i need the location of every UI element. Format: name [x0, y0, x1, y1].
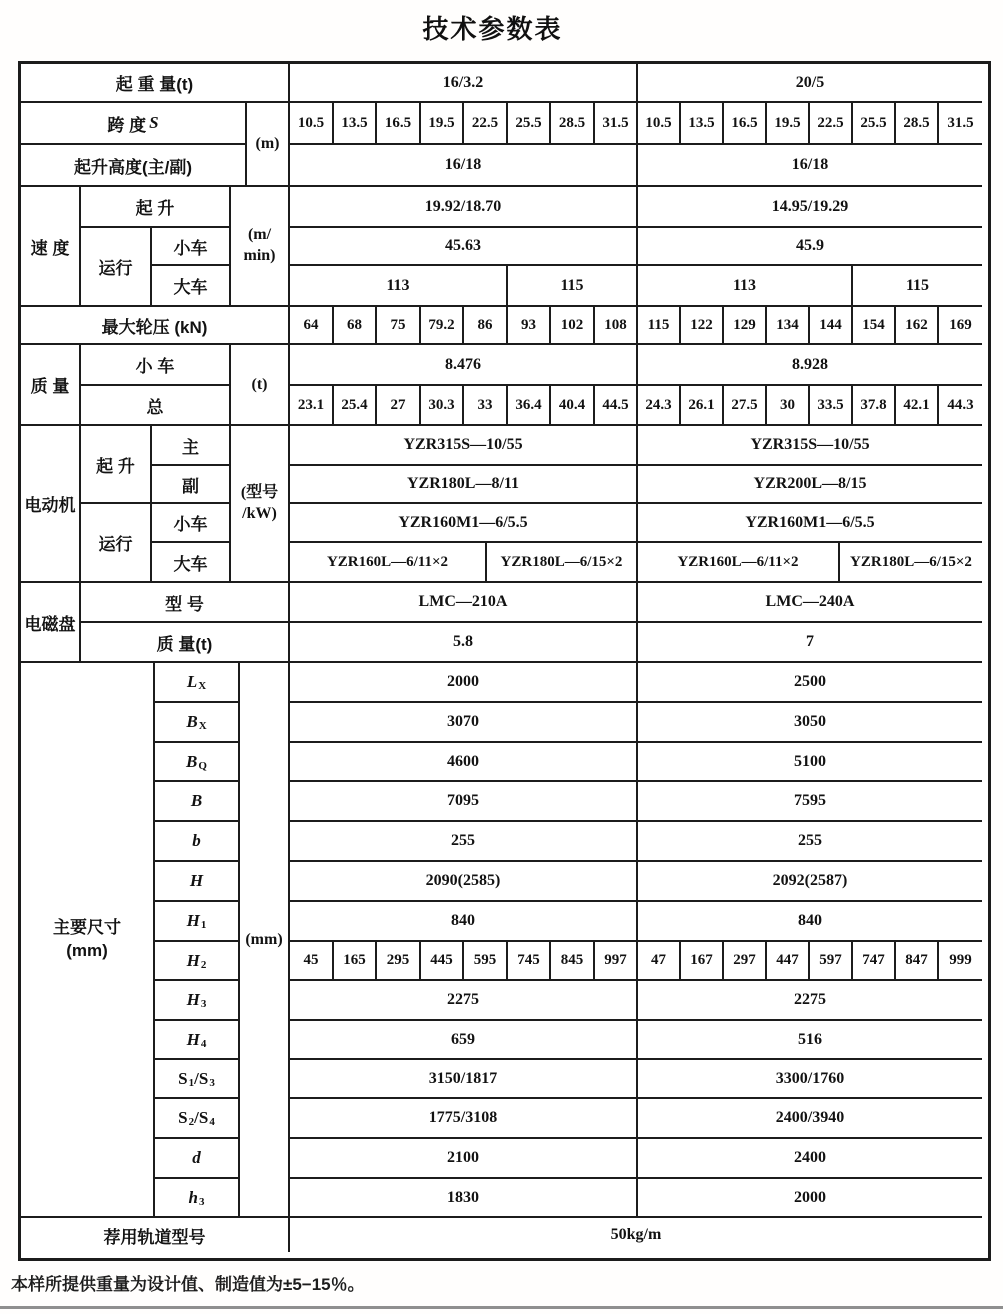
speed-trolley-value-cell: 45.9	[638, 228, 982, 266]
dim-value-cell: 255	[638, 822, 982, 862]
dimensions-section-label-cell	[21, 663, 155, 1218]
dim-sub: 1	[200, 919, 207, 931]
dim-h2-value-cell: 47	[638, 942, 681, 981]
hoist-height-value-cell: 16/18	[290, 145, 638, 187]
dimensions-label-line2: (mm)	[66, 940, 108, 960]
dim-value-cell: 659	[290, 1021, 638, 1060]
mass-total-value-cell: 37.8	[853, 386, 896, 426]
dim-label-lx	[155, 663, 240, 703]
mass-total-label-cell: 总	[81, 386, 231, 426]
rail-label-cell: 荐用轨道型号	[21, 1218, 290, 1252]
wheel-load-value-cell: 79.2	[421, 307, 464, 345]
span-value-cell: 25.5	[853, 103, 896, 145]
dim-h2-value-cell: 167	[681, 942, 724, 981]
mass-total-value-cell: 40.4	[551, 386, 595, 426]
wheel-load-value-cell: 68	[334, 307, 377, 345]
dim-sub: 3	[209, 1076, 215, 1089]
mass-total-value-cell: 23.1	[290, 386, 334, 426]
span-value-cell: 13.5	[334, 103, 377, 145]
dim-sub: 3	[200, 998, 207, 1010]
dim-label-bx	[155, 703, 240, 743]
magnet-model-value-cell: LMC—240A	[638, 583, 982, 623]
motor-crane-label-cell: 大车	[152, 543, 231, 583]
speed-unit-line2: min)	[243, 247, 276, 264]
motor-main-label-cell: 主	[152, 426, 231, 466]
dim-label-h	[155, 862, 240, 902]
dim-h2-value-cell: 295	[377, 942, 421, 981]
dim-label-h4	[155, 1021, 240, 1060]
dim-value-cell: 840	[290, 902, 638, 942]
footnote: 本样所提供重量为设计值、制造值为±5−15％。	[11, 1275, 365, 1294]
magnet-section-label-cell: 电磁盘	[21, 583, 81, 663]
dim-value-cell: 2500	[638, 663, 982, 703]
mass-total-value-cell: 27	[377, 386, 421, 426]
wheel-load-value-cell: 154	[853, 307, 896, 345]
dim-value-cell: 2275	[638, 981, 982, 1021]
speed-hoist-value-cell: 19.92/18.70	[290, 187, 638, 228]
span-value-cell: 28.5	[551, 103, 595, 145]
dim-value-cell: 2400	[638, 1139, 982, 1179]
wheel-load-value-cell: 162	[896, 307, 939, 345]
dim-value-cell: 7595	[638, 782, 982, 822]
dim-label-b-upper	[155, 782, 240, 822]
dim-value-cell: 4600	[290, 743, 638, 782]
span-value-cell: 28.5	[896, 103, 939, 145]
motor-aux-value-cell: YZR180L—8/11	[290, 466, 638, 504]
span-value-cell: 16.5	[724, 103, 767, 145]
speed-trolley-value-cell: 45.63	[290, 228, 638, 266]
mass-section-label-cell: 质 量	[21, 345, 81, 426]
dim-base: d	[192, 1148, 201, 1167]
speed-crane-value-cell: 115	[508, 266, 638, 307]
dim-label-h1	[155, 902, 240, 942]
mass-trolley-value-cell: 8.476	[290, 345, 638, 386]
speed-hoist-value-cell: 14.95/19.29	[638, 187, 982, 228]
dim-h2-value-cell: 165	[334, 942, 377, 981]
dim-h2-value-cell: 999	[939, 942, 982, 981]
mass-unit-cell: (t)	[231, 345, 290, 426]
dim-sub: 2	[200, 958, 207, 971]
dim-base: B	[186, 712, 198, 731]
dim-h2-value-cell: 597	[810, 942, 853, 981]
dim-sub: 3	[198, 1195, 205, 1208]
motor-trolley-value-cell: YZR160M1—6/5.5	[638, 504, 982, 543]
span-value-cell: 31.5	[939, 103, 982, 145]
dim-value-cell: 840	[638, 902, 982, 942]
dim-value-cell: 1775/3108	[290, 1099, 638, 1139]
page-title: 技术参数表	[422, 14, 563, 44]
motor-aux-label-cell: 副	[152, 466, 231, 504]
dim-sub: X	[198, 680, 207, 692]
bottom-scan-line	[0, 1306, 1003, 1309]
motor-main-value-cell: YZR315S—10/55	[290, 426, 638, 466]
dim-sub: X	[198, 720, 207, 732]
dim-label-bq	[155, 743, 240, 782]
dim-value-cell: 1830	[290, 1179, 638, 1218]
dim-base: S	[178, 1108, 188, 1127]
dim-label-h2	[155, 942, 240, 981]
dim-h2-value-cell: 297	[724, 942, 767, 981]
speed-unit-line1: (m/	[247, 226, 272, 244]
span-value-cell: 10.5	[638, 103, 681, 145]
motor-trolley-label-cell: 小车	[152, 504, 231, 543]
dim-h2-value-cell: 595	[464, 942, 508, 981]
dim-h2-value-cell: 747	[853, 942, 896, 981]
speed-travel-label-cell: 运行	[81, 228, 152, 307]
dim-sub: 2	[188, 1116, 195, 1128]
wheel-load-value-cell: 169	[939, 307, 982, 345]
wheel-load-value-cell: 144	[810, 307, 853, 345]
wheel-load-value-cell: 93	[508, 307, 551, 345]
dim-value-cell: 255	[290, 822, 638, 862]
dim-base: B	[186, 751, 198, 771]
hoist-height-value-cell: 16/18	[638, 145, 982, 187]
speed-trolley-label-cell: 小车	[152, 228, 231, 266]
speed-unit-cell	[231, 187, 290, 307]
hoist-height-label-cell: 起升高度(主/副)	[21, 145, 247, 187]
dim-base: S	[178, 1068, 188, 1088]
dim-value-cell: 3070	[290, 703, 638, 743]
motor-unit-line1: (型号	[240, 483, 279, 501]
dim-value-cell: 3150/1817	[290, 1060, 638, 1099]
dim-base: H	[186, 1029, 200, 1049]
magnet-model-label-cell: 型 号	[81, 583, 290, 623]
dim-h2-value-cell: 847	[896, 942, 939, 981]
dim-value-cell: 516	[638, 1021, 982, 1060]
mass-total-value-cell: 27.5	[724, 386, 767, 426]
dim-h2-value-cell: 745	[508, 942, 551, 981]
mass-trolley-label-cell: 小 车	[81, 345, 231, 386]
dim-sub: 4	[200, 1037, 207, 1050]
dim-label-d	[155, 1139, 240, 1179]
speed-section-label-cell: 速 度	[21, 187, 81, 307]
mass-total-value-cell: 44.3	[939, 386, 982, 426]
dim-value-cell: 7095	[290, 782, 638, 822]
wheel-load-value-cell: 86	[464, 307, 508, 345]
dim-label-b-lower	[155, 822, 240, 862]
motor-crane-value-cell: YZR180L—6/15×2	[840, 543, 982, 583]
dim-base: H	[189, 871, 204, 890]
dim-value-cell: 5100	[638, 743, 982, 782]
span-value-cell: 22.5	[810, 103, 853, 145]
dim-base: H	[186, 911, 200, 930]
mass-total-value-cell: 44.5	[595, 386, 638, 426]
mass-total-value-cell: 33.5	[810, 386, 853, 426]
span-label-cell	[21, 103, 247, 145]
span-label-text: 跨 度	[107, 115, 147, 135]
dim-value-cell: 2400/3940	[638, 1099, 982, 1139]
wheel-load-value-cell: 115	[638, 307, 681, 345]
magnet-mass-label-cell: 质 量(t)	[81, 623, 290, 663]
mass-trolley-value-cell: 8.928	[638, 345, 982, 386]
motor-aux-value-cell: YZR200L—8/15	[638, 466, 982, 504]
dim-h2-value-cell: 447	[767, 942, 810, 981]
dim-value-cell: 2100	[290, 1139, 638, 1179]
mass-total-value-cell: 26.1	[681, 386, 724, 426]
dim-sub: Q	[198, 759, 207, 772]
dim-value-cell: 2000	[290, 663, 638, 703]
dim-label-s2-s4	[155, 1099, 240, 1139]
motor-main-value-cell: YZR315S—10/55	[638, 426, 982, 466]
speed-crane-value-cell: 113	[290, 266, 508, 307]
wheel-load-value-cell: 64	[290, 307, 334, 345]
parameters-table	[18, 61, 991, 1261]
mass-total-value-cell: 25.4	[334, 386, 377, 426]
wheel-load-value-cell: 129	[724, 307, 767, 345]
capacity-label-cell: 起 重 量(t)	[21, 64, 290, 103]
dim-base: L	[186, 672, 198, 691]
wheel-load-value-cell: 75	[377, 307, 421, 345]
wheel-load-value-cell: 122	[681, 307, 724, 345]
dim-base: H	[186, 990, 200, 1009]
motor-hoist-label-cell: 起 升	[81, 426, 152, 504]
dim-base: h	[188, 1187, 198, 1207]
dim-label-s1-s3	[155, 1060, 240, 1099]
span-symbol: S	[149, 113, 159, 132]
dim-base: /S	[194, 1108, 209, 1127]
span-value-cell: 19.5	[767, 103, 810, 145]
dim-value-cell: 2275	[290, 981, 638, 1021]
span-value-cell: 19.5	[421, 103, 464, 145]
speed-crane-label-cell: 大车	[152, 266, 231, 307]
dim-value-cell: 3050	[638, 703, 982, 743]
motor-crane-value-cell: YZR160L—6/11×2	[290, 543, 487, 583]
wheel-load-value-cell: 102	[551, 307, 595, 345]
wheel-load-value-cell: 134	[767, 307, 810, 345]
motor-travel-label-cell: 运行	[81, 504, 152, 583]
motor-unit-cell	[231, 426, 290, 583]
dim-h2-value-cell: 45	[290, 942, 334, 981]
motor-trolley-value-cell: YZR160M1—6/5.5	[290, 504, 638, 543]
motor-unit-line2: /kW)	[242, 504, 277, 522]
speed-hoist-label-cell: 起 升	[81, 187, 231, 228]
dim-h2-value-cell: 997	[595, 942, 638, 981]
span-value-cell: 31.5	[595, 103, 638, 145]
motor-crane-value-cell: YZR160L—6/11×2	[638, 543, 840, 583]
dim-h2-value-cell: 845	[551, 942, 595, 981]
wheel-load-label-cell: 最大轮压 (kN)	[21, 307, 290, 345]
dim-sub: 1	[188, 1076, 195, 1089]
magnet-mass-value-cell: 7	[638, 623, 982, 663]
dim-base: b	[192, 831, 201, 850]
dim-label-h3-lower	[155, 1179, 240, 1218]
dim-value-cell: 2000	[638, 1179, 982, 1218]
motor-section-label-cell: 电动机	[21, 426, 81, 583]
mass-total-value-cell: 36.4	[508, 386, 551, 426]
dim-sub: 4	[209, 1116, 215, 1128]
motor-crane-value-cell: YZR180L—6/15×2	[487, 543, 638, 583]
dim-value-cell: 3300/1760	[638, 1060, 982, 1099]
dimensions-unit-cell: (mm)	[240, 663, 290, 1218]
magnet-mass-value-cell: 5.8	[290, 623, 638, 663]
span-unit-cell: (m)	[247, 103, 290, 187]
capacity-value-cell: 20/5	[638, 64, 982, 103]
dimensions-label-line1: 主要尺寸	[53, 918, 121, 938]
speed-crane-value-cell: 115	[853, 266, 982, 307]
span-value-cell: 10.5	[290, 103, 334, 145]
mass-total-value-cell: 24.3	[638, 386, 681, 426]
wheel-load-value-cell: 108	[595, 307, 638, 345]
span-value-cell: 16.5	[377, 103, 421, 145]
speed-crane-value-cell: 113	[638, 266, 853, 307]
dim-h2-value-cell: 445	[421, 942, 464, 981]
mass-total-value-cell: 30.3	[421, 386, 464, 426]
span-value-cell: 13.5	[681, 103, 724, 145]
magnet-model-value-cell: LMC—210A	[290, 583, 638, 623]
span-value-cell: 25.5	[508, 103, 551, 145]
dim-base: H	[186, 950, 200, 970]
mass-total-value-cell: 30	[767, 386, 810, 426]
mass-total-value-cell: 42.1	[896, 386, 939, 426]
rail-value-cell: 50kg/m	[610, 1226, 662, 1243]
dim-base: B	[190, 791, 203, 810]
dim-label-h3-upper	[155, 981, 240, 1021]
dim-value-cell: 2092(2587)	[638, 862, 982, 902]
capacity-value-cell: 16/3.2	[290, 64, 638, 103]
dim-value-cell: 2090(2585)	[290, 862, 638, 902]
dim-base: /S	[194, 1068, 209, 1088]
span-value-cell: 22.5	[464, 103, 508, 145]
mass-total-value-cell: 33	[464, 386, 508, 426]
